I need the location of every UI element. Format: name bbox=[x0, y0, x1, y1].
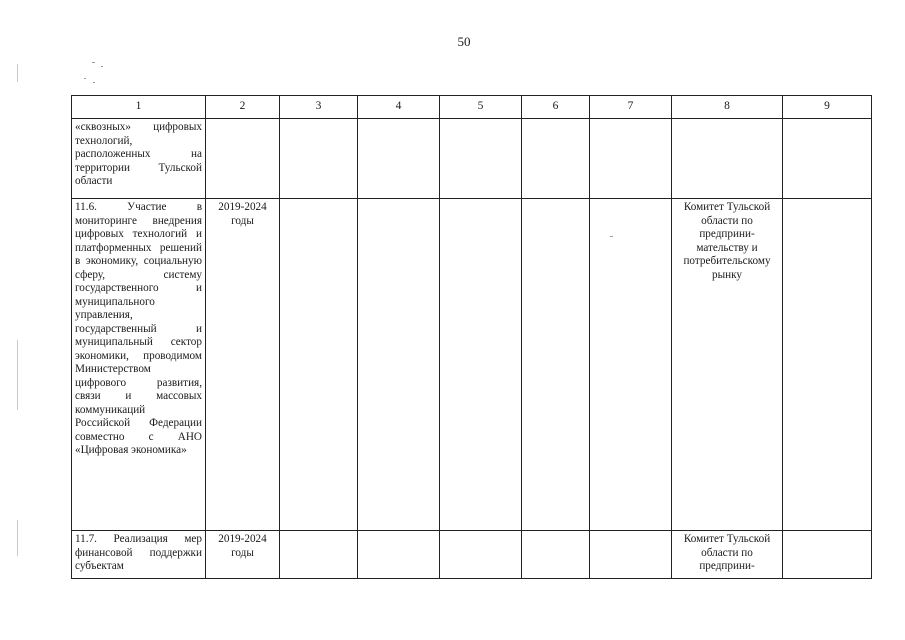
period-cell: 2019-2024 годы bbox=[206, 531, 280, 579]
activity-description-cell: 11.6. Участие в мониторинге внедрения цифровых технологий и платформенных решений в экономику, социальную сферу, систему государственного и муниципального управления, государственный и муниципальный сектор экономики, проводимом Министерством цифрового развития, связи и массовых коммуникаций Российской Федерации совместно с АНО «Цифровая экономика» bbox=[72, 199, 206, 531]
responsible-cell: Комитет Тульской области по предприни- bbox=[672, 531, 783, 579]
column-header: 6 bbox=[522, 96, 590, 119]
empty-cell bbox=[440, 531, 522, 579]
responsible-cell bbox=[672, 119, 783, 199]
empty-cell bbox=[522, 531, 590, 579]
column-header: 3 bbox=[280, 96, 358, 119]
column-header: 5 bbox=[440, 96, 522, 119]
scan-edge-mark bbox=[17, 64, 18, 82]
column-header: 4 bbox=[358, 96, 440, 119]
table-row bbox=[72, 119, 872, 199]
scan-speck bbox=[92, 62, 95, 63]
scan-speck bbox=[101, 66, 103, 67]
column-header: 8 bbox=[672, 96, 783, 119]
period-cell bbox=[206, 119, 280, 199]
scan-edge-mark bbox=[17, 520, 18, 556]
period-cell: 2019-2024 годы bbox=[206, 199, 280, 531]
empty-cell bbox=[590, 531, 672, 579]
empty-cell bbox=[783, 199, 872, 531]
empty-cell bbox=[280, 119, 358, 199]
empty-cell bbox=[522, 199, 590, 531]
scan-speck bbox=[84, 78, 86, 79]
activity-description-cell: «сквозных» цифровых технологий, расположенных на территории Тульской области bbox=[72, 119, 206, 199]
column-header: 7 bbox=[590, 96, 672, 119]
empty-cell bbox=[522, 119, 590, 199]
empty-cell bbox=[358, 531, 440, 579]
column-header: 2 bbox=[206, 96, 280, 119]
page-number: 50 bbox=[457, 34, 471, 49]
empty-cell bbox=[783, 119, 872, 199]
empty-cell bbox=[783, 531, 872, 579]
scan-speck bbox=[93, 82, 95, 83]
empty-cell bbox=[440, 119, 522, 199]
table-header-row bbox=[72, 96, 872, 119]
activity-description-cell: 11.7. Реализация мер финансовой поддержки субъектам bbox=[72, 531, 206, 579]
empty-cell bbox=[440, 199, 522, 531]
empty-cell bbox=[280, 199, 358, 531]
table-row bbox=[72, 531, 872, 579]
document-table bbox=[71, 95, 872, 579]
responsible-cell: Комитет Тульской области по предприни-мательству и потребительскому рынку bbox=[672, 199, 783, 531]
empty-cell bbox=[358, 119, 440, 199]
empty-cell bbox=[280, 531, 358, 579]
table-row bbox=[72, 199, 872, 531]
empty-cell bbox=[358, 199, 440, 531]
empty-cell bbox=[590, 199, 672, 531]
scan-edge-mark bbox=[17, 340, 18, 410]
column-header: 1 bbox=[72, 96, 206, 119]
empty-cell bbox=[590, 119, 672, 199]
column-header: 9 bbox=[783, 96, 872, 119]
